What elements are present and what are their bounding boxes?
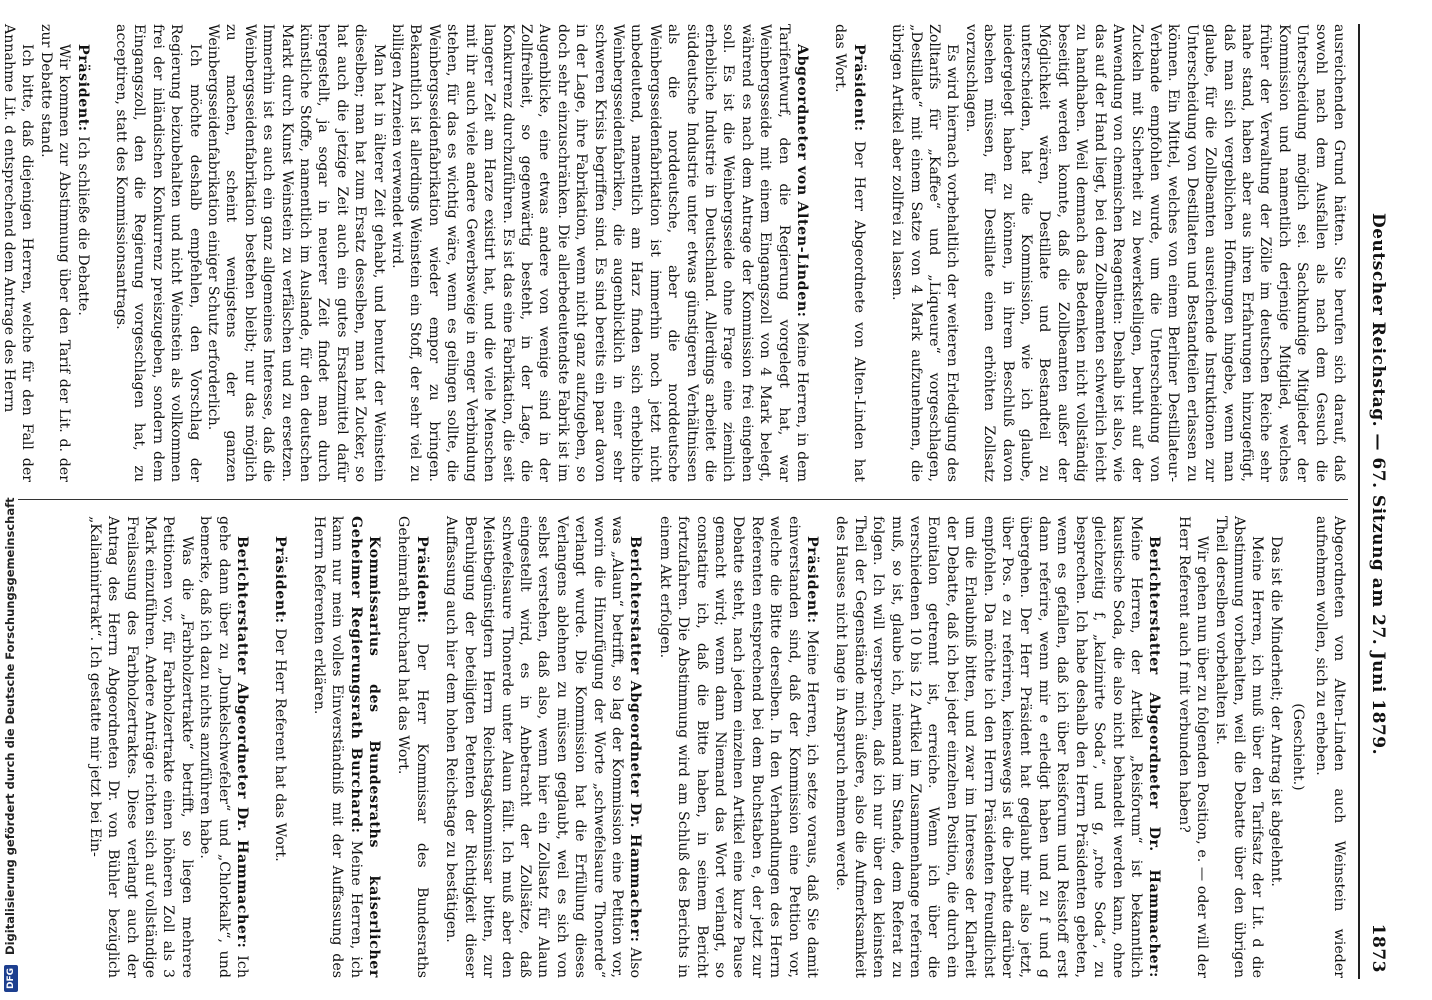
speech-paragraph <box>394 516 431 978</box>
body-paragraph: Was die „Farbholzertrakte“ betrifft, so liegen mehrere Petitionen vor, für Farbholzertrakte einen höheren Zoll als 3 Mark einzuführen. Andere Anträge richten sich auf vollständige Freilassung des Farbholzertraktes. Diese verlangt auch der Antrag des Herrn Abgeordneten Dr. von Bühler bezüglich „Kalianinirtrakt“. Ich gestatte mir jetzt bei Ein- <box>86 516 195 978</box>
speaker-name: Abgeordneter von Alten-Linden: <box>794 44 811 318</box>
speaker-name: Kommissarius des Bundesraths kaiserlicher Geheimer Regierungsrath Burchard: <box>347 516 383 978</box>
spacer <box>868 24 888 482</box>
speaker-name: Präsident: <box>850 44 867 132</box>
speaker-name: Berichterstatter Abgeordneter Dr. Hammacher: <box>1146 536 1163 978</box>
spacer <box>289 516 309 978</box>
speech-text: Also was „Alaun“ betrifft, so lag der Kommission eine Petition vor, worin die Hinzufügung der Worte „schwefelsaure Thonerde“ verlangt wurde. Die Kommission hat die Erfüllung dieses Verlangens ablehnen zu müssen geglaubt, weil es sich von selbst verstehen, daß also, wenn hier ein Zollsatz für Alaun eingestellt wird, es in Anbetracht der Zollsätze, daß schwefelsaure Thonerde unter Alaun fällt. Ich muß aber den Meistbegünstigtern Herrn Reichstagskommissar bitten, zur Beruhigung der beteiligten Petenten der Richtigkeit dieser Auffassung auch hier dem hohen Reichstage zu bestätigen. <box>443 516 644 978</box>
column-divider <box>18 499 1348 500</box>
speech-text: Ich gehe dann über zu „Dunkelschwefeler“ und „Chlorkalk“, und bemerke, daß ich dazu nichts anzuführen habe. <box>197 516 251 979</box>
speaker-name: Präsident: <box>272 536 289 624</box>
spacer <box>251 516 271 978</box>
page-number: 1873 <box>1368 923 1388 973</box>
speaker-name: Präsident: <box>74 44 91 132</box>
body-paragraph: Meine Herren, ich muß über den Tarifsatz der Lit. d die Abstimmung vorbehalten, weil die Debatte über den übrigen Theil derselben vorbehalten ist. <box>1212 516 1266 978</box>
speaker-name: Präsident: <box>804 536 821 624</box>
digitization-credit <box>0 0 20 1000</box>
speech-text: Der Herr Abgeordnete von Alten-Linden hat das Wort. <box>832 24 867 482</box>
spacer <box>1163 516 1174 978</box>
credit-text: Digitalisierung gefördert durch die Deutsche Forschungsgemeinschaft <box>3 497 17 955</box>
speech-text: Der Herr Referent hat das Wort. <box>272 628 289 862</box>
spacer <box>92 24 112 482</box>
speech-paragraph <box>831 24 868 482</box>
speech-paragraph <box>442 516 644 978</box>
body-paragraph: Ich bitte, daß diejenigen Herren, welche für den Fall der Annahme Lit. d entsprechend dem Antrage des Herrn <box>0 24 36 482</box>
spacer <box>383 516 394 978</box>
speaker-name: Berichterstatter Abgeordneter Dr. Hammacher: <box>234 536 251 949</box>
dfg-logo: DFG <box>4 965 18 992</box>
page-content <box>0 24 1392 979</box>
speech-paragraph <box>196 516 251 978</box>
header-title: Deutscher Reichstag. — 67. Sitzung am 27. Juni 1879. <box>1368 213 1388 755</box>
spacer <box>644 516 655 978</box>
speaker-name: Präsident: <box>413 536 430 624</box>
body-paragraph: ausreichenden Grund hätten. Sie berufen sich darauf, daß sowohl nach dem Ausfallen als nach dem Gesuch die Unterscheidung möglich sei. Sachkundige Mitglieder der Kommission und namentlich derjenige Mitglied, welches früher der Verwaltung der Zölle im deutschen Reiche sehr nahe stand, haben aber aus ihren Erfahrungen hinzugefügt, daß man sich vergeblichen Hoffnungen hingebe, wenn man glaube, für die Zollbeamten ausreichende Instruktionen zur Unterscheidung von Destillaten und Bestandteilen erlassen zu können. Ein Mittel, welches von einem Berliner Destillateur-Verbande empfohlen wurde, um die Unterscheidung von Zuckeln mit Sicherheit zu bewerkstelligen, beruht auf der Anwendung von chemischen Reagentien: Deshalb ist also, wie das auf der Hand liegt, bei dem Zollbeamten schwerlich leicht zu handhaben. Weil demnach das Bedenken nicht vollständig beseitigt werden konnte, daß die Zollbeamten außer der Möglichkeit wären, Destillate und Bestandteil zu unterscheiden, hat die Kommission, wie ich glaube, niedergelegt haben zu können, in ihrem Beschluß davon absehen müssen, für Destillate einen erhöhten Zollsatz vorzuschlagen. <box>962 24 1347 482</box>
body-paragraph: Abgeordneten von Alten-Linden auch Weinstein wieder aufnehmen wollen, sich zu erheben. <box>1312 516 1347 978</box>
body-paragraph: Man hat in älterer Zeit gehabt, und benutzt der Weinstein dieselben; man hat zum Ersatz desselben, man hat Zucker, so hat auch die jetzige Zeit auch ein gutes Ersatzmittel dafür hergestellt, ja sogar in neuerer Zeit findet man durch künstliche Stoffe, namentlich im Auslande, für den deutschen Markt durch Kunst Weinstein zu verfälschen und zu ersetzen. Immerhin ist es auch ein ganz allgemeines Interesse, daß die Weinbergsseidenfabrikation bestehen bleibt; nur das möglich zu machen, scheint wenigstens der ganzen Weinbergsseidenfabrikation einiger Schutz erforderlich. <box>205 24 387 482</box>
spacer <box>431 516 442 978</box>
body-paragraph: Wir kommen zur Abstimmung über den Tarif der Lit. d. der zur Debatte stand. <box>37 24 73 482</box>
speech-paragraph <box>271 516 289 978</box>
speech-text: Meine Herren, ich kann nur mein volles Einverständniß mit der Auffassung des Herrn Referenten erklären. <box>310 516 364 979</box>
body-paragraph: Ich möchte deshalb empfehlen, den Vorschlag der Regierung beizubehalten und nicht Weinstein als vollkommen frei der inländischen Konkurrenz preiszugeben, sondern dem Eingangszoll, den die Regierung vorgeschlagen hat, zu acceptiren, statt des Kommissionsantrags. <box>113 24 203 482</box>
speech-text: Meine Herren, in dem Tarifentwurf, den die Regierung vorgelegt hat, war Weinbergsseide mit einem Eingangszoll von 4 Mark belegt, während es nach dem Antrage der Kommission frei eingehen soll. Es ist die Weinbergsseide ohne Frage eine ziemlich erhebliche Industrie in Deutschland. Allerdings arbeitet die süddeutsche Industrie unter etwas günstigeren Verhältnissen als die norddeutsche, aber die norddeutsche Weinbergsseidenfabrikation ist immerhin noch jetzt nicht unbedeutend, namentlich am Harz finden sich erhebliche Weinbergsseidenfabriken, die augenblicklich in einer sehr schweren Krisis begriffen sind. Es sind bereits ein paar davon in der Lage, ihre Fabrikation, wenn nicht ganz aufzugeben, so doch sehr einzuschränken. Die allerbedeutendste Fabrik ist im Augenblicke, eine etwas andere von wenige sind in der Zollfreiheit, so gegenwärtig besteht, in der Lage, die Konkurrenz durchzuführen. Es ist das eine Fabrikation, die seit langerer Zeit am Harze existirt hat, und die viele Menschen mit ihr auch viele andere Gewerbsweige in enger Verbindung stehen, für das es wichtig wäre, wenn es gelingen sollte, die Weinbergsseidenfabrikation wieder empor zu bringen. Bekanntlich ist allerdings Weinstein ein Stoff, der sehr viel zu billigen Arzneien verwendet wird. <box>389 24 811 482</box>
speech-text: Meine Herren, ich setze voraus, daß Sie damit einverstanden sind, daß der Kommission eine Petition vor, welche die Bitte derselben. In den Verhandlungen des Herrn Referenten entsprechend bei dem Buchstaben e, der jetzt zur Debatte steht, nach jedem einzelnen Artikel eine kurze Pause gemacht wird; wenn dann Niemand das Wort verlangt, so constatire ich, daß die Bitte haben, in seinem Bericht fortzufahren. Die Abstimmung wird am Schluß des Berichts in einem Akt erfolgen. <box>656 516 821 978</box>
speech-paragraph <box>655 516 821 978</box>
body-paragraph: Das ist die Minderheit; der Antrag ist abgelehnt. <box>1267 536 1284 887</box>
spacer <box>811 24 831 482</box>
right-column <box>18 516 1348 978</box>
speech-text: Meine Herren, der Artikel „Reisforum“ ist bekanntlich kaustische Soda, die also nicht behandelt werden kann, ohne gleichzeitig f, „kalzinirte Soda“, und g, „rohe Soda“, zu besprechen. Ich habe deshalb den Herrn Präsidenten gebeten, wenn es gefallen, daß ich über Reisforum und Reisstoff erst dann referire, wenn mir e erledigt haben und zu f und g übergehen. Der Herr Präsident hat geglaubt mir also jetzt, über Pos. e zu referiren, keineswegs ist die Debatte darüber empfohlen. Da möchte ich den Herrn Präsidenten freundlichst um die Erlaubniß bitten, und zwar im Interesse der Klarheit der Debatte, daß ich bei jeder einzelnen Position, die durch ein Eonitalon getrennt ist, erreiche. Wenn ich über die verschiedenen 10 bis 12 Artikel im Zusammenhange referiren muß, so ist, glaube ich, niemand im Stande, dem Referat zu folgen. Ich will versprechen, daß ich nur über den kleinsten Theil der Gegenstände mich äußere, also die Aufmerksamkeit des Hauses nicht lange in Anspruch nehmen werde. <box>833 516 1144 978</box>
speech-paragraph <box>388 24 811 482</box>
body-paragraph: Es wird hiernach vorbehaltlich der weiteren Erledigung des Zolltarifs für „Kaffee“ und „Liqueure“ vorgeschlagen, „Destillate“ mit einem Satze von 4 Mark aufzunehmen, die übrigen Artikel aber zollfrei zu lassen. <box>889 24 961 482</box>
body-paragraph: Wir gehen nun über zu folgenden Position, e. — oder will der Herr Referent auch f mit verbunden haben? <box>1175 516 1211 978</box>
spacer <box>821 516 832 978</box>
speech-text: Der Herr Kommissar des Bundesraths Geheimrath Burchard hat das Wort. <box>395 516 430 978</box>
left-column <box>0 24 1348 482</box>
stage-direction: (Geschieht.) <box>1290 703 1307 791</box>
speech-paragraph <box>832 516 1163 978</box>
speech-paragraph <box>309 516 383 978</box>
speech-text: Ich schließe die Debatte. <box>74 136 91 316</box>
page-header <box>1358 24 1392 979</box>
speaker-name: Berichterstatter Abgeordneter Dr. Hammacher: <box>627 536 644 943</box>
speech-paragraph <box>73 24 91 482</box>
